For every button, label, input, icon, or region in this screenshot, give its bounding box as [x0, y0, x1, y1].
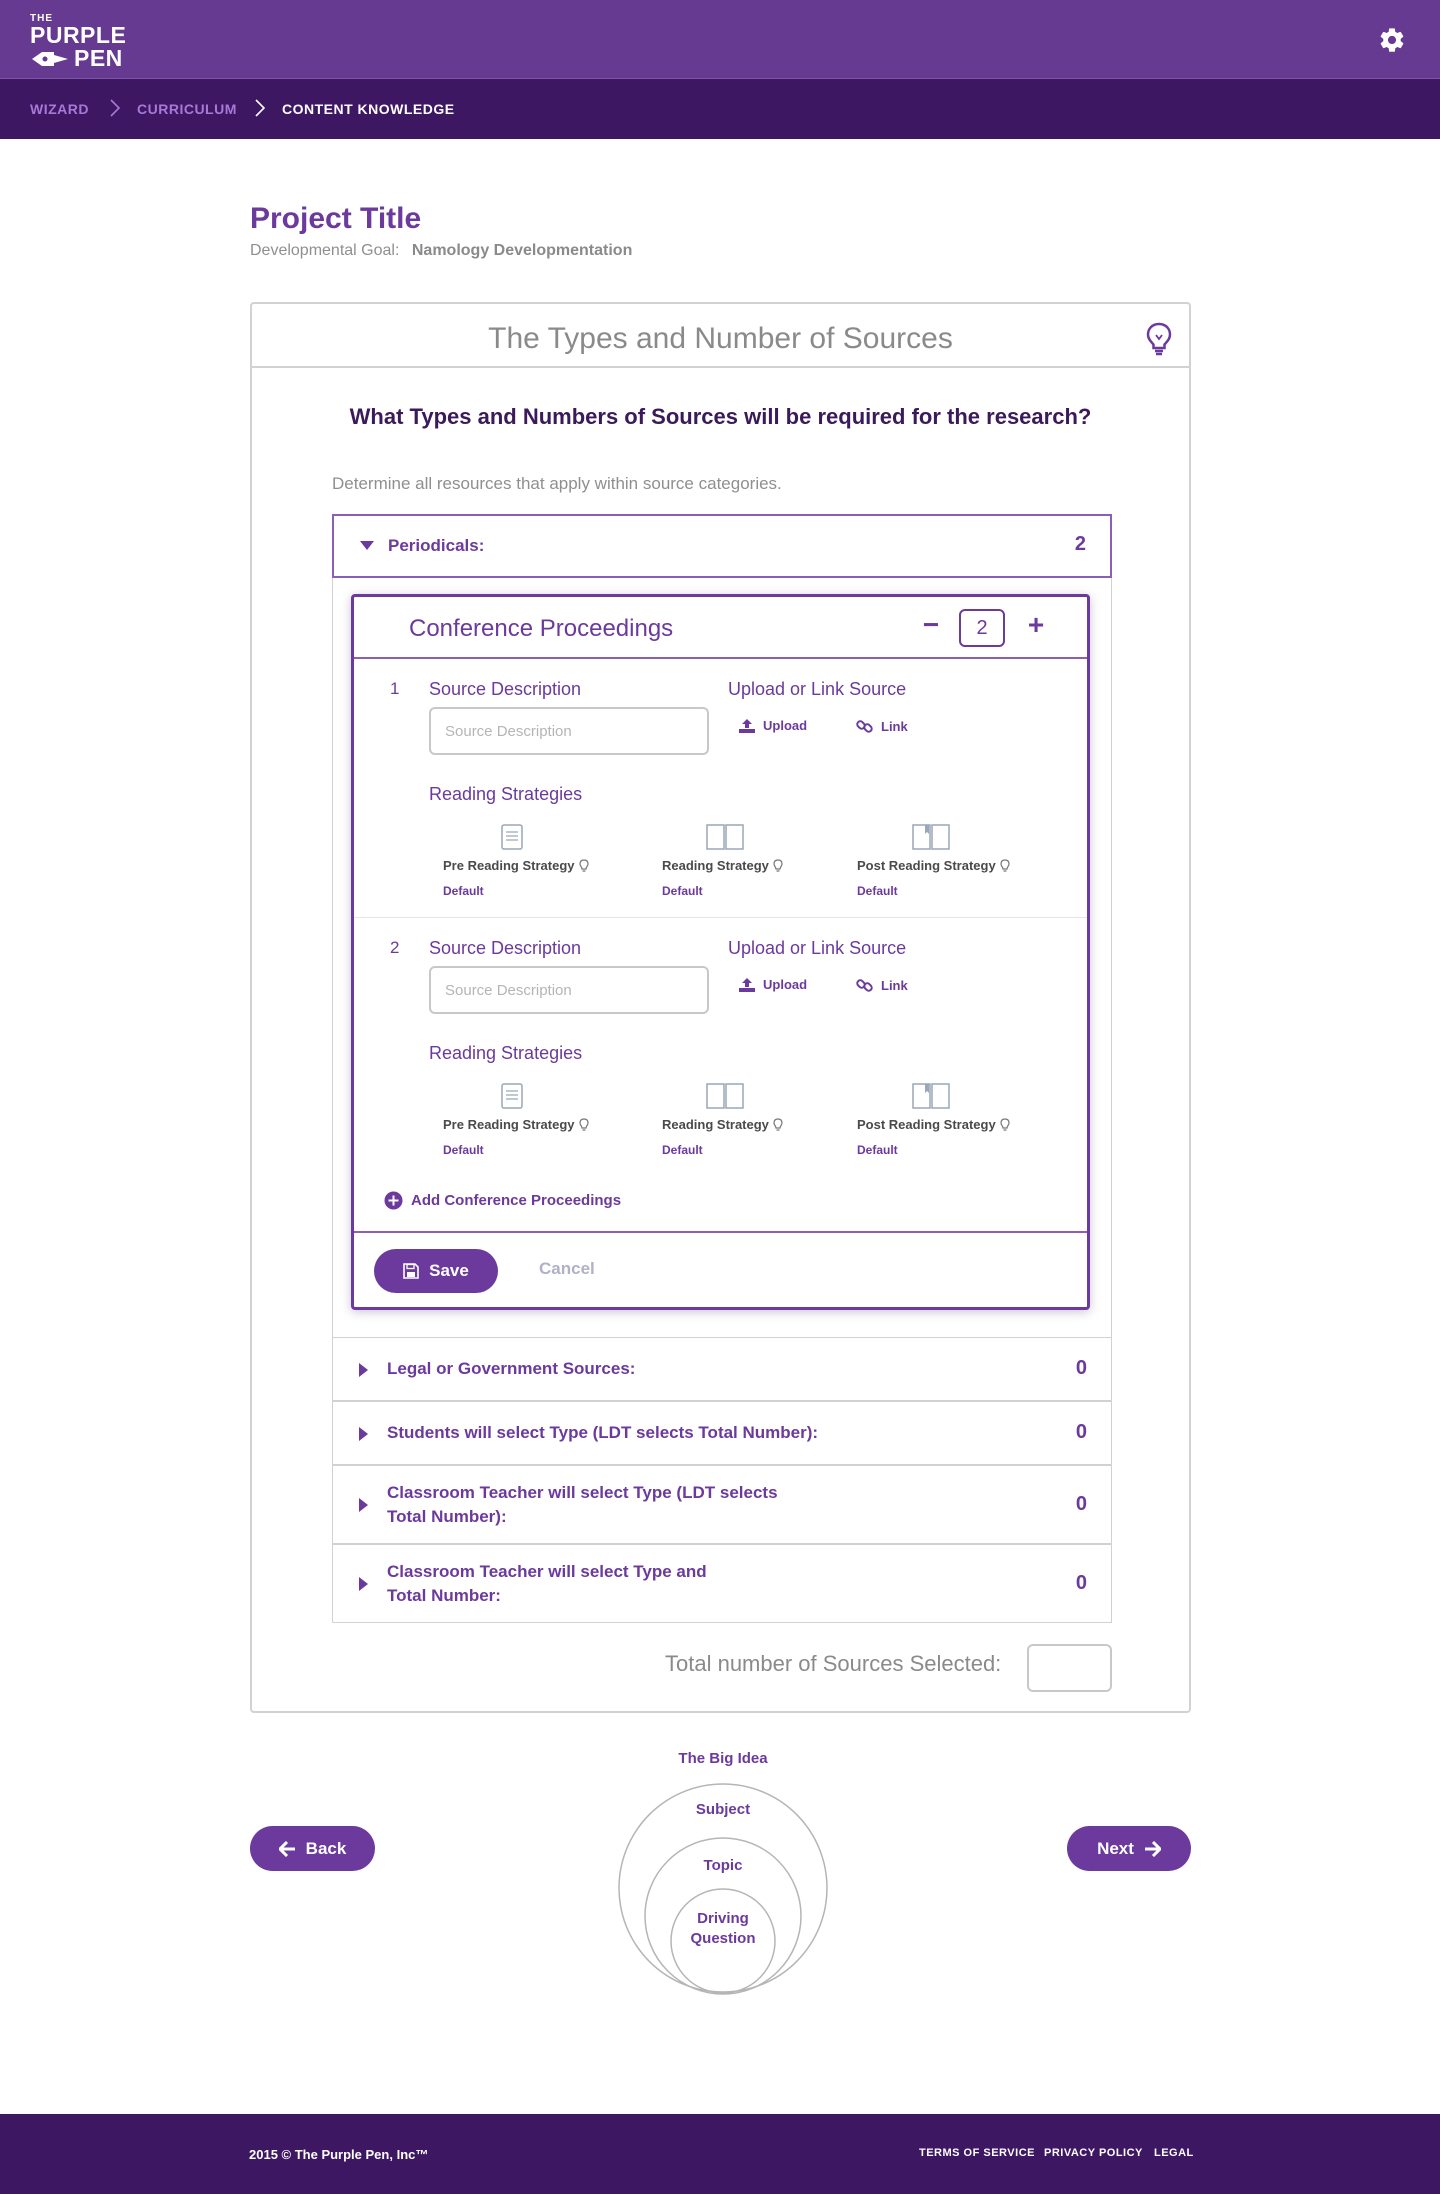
category-label: Classroom Teacher will select Type and Total Number: [387, 1562, 707, 1605]
page-footer [0, 2114, 1440, 2194]
category-count: 0 [1075, 1572, 1087, 1594]
upload-icon [739, 978, 755, 992]
category-count: 0 [1075, 1357, 1087, 1379]
upload-link-label: Upload or Link Source [728, 679, 907, 699]
lightbulb-icon[interactable] [579, 859, 589, 873]
strategy-value[interactable]: Default [443, 1143, 484, 1157]
lightbulb-icon[interactable] [1000, 1118, 1010, 1132]
back-button[interactable]: Back [250, 1826, 375, 1871]
pen-nib-icon [32, 52, 68, 66]
open-book-icon [706, 824, 744, 850]
card-header [252, 304, 1189, 368]
upload-icon [739, 719, 755, 733]
document-icon [501, 1083, 523, 1109]
lightbulb-icon[interactable] [773, 859, 783, 873]
strategy-value[interactable]: Default [662, 1143, 703, 1157]
source-description-label: Source Description [429, 679, 582, 699]
terms-of-service-link[interactable]: TERMS OF SERVICE [919, 2147, 1035, 2159]
chevron-right-icon [110, 99, 120, 117]
source-item: 1 Source Description Source Description Upload or Link Source Upload Link Reading Strategies Pre Reading Strategy Default Reading Strategy Default Post Reading Strategy Default [354, 659, 1087, 914]
panel-header [354, 597, 1087, 659]
purple-pen-logo[interactable] [30, 14, 126, 70]
big-idea-subject: Subject [695, 1801, 751, 1818]
reading-strategies-label: Reading Strategies [429, 784, 583, 804]
category-label: Students will select Type (LDT selects Total Number): [387, 1423, 819, 1442]
card-instruction: Determine all resources that apply within source categories. [332, 474, 782, 493]
top-header [0, 0, 1440, 79]
category-label: Legal or Government Sources: [387, 1359, 636, 1378]
card-question: What Types and Numbers of Sources will be required for the research? [349, 404, 1092, 429]
source-number: 2 [390, 938, 400, 957]
cancel-button[interactable]: Cancel [539, 1259, 595, 1278]
logo-the: THE [30, 13, 53, 24]
source-description-input[interactable] [429, 707, 709, 755]
category-count: 2 [1074, 533, 1086, 555]
source-number: 1 [390, 679, 400, 698]
total-sources-label: Total number of Sources Selected: [665, 1651, 1002, 1676]
page-title: Project Title [250, 202, 422, 235]
panel-footer [354, 1231, 1087, 1307]
lightbulb-icon[interactable] [1146, 322, 1172, 356]
category-label: Classroom Teacher will select Type (LDT selects Total Number): [387, 1483, 778, 1526]
plus-circle-icon [384, 1191, 403, 1210]
source-description-label: Source Description [429, 938, 582, 958]
category-count: 0 [1075, 1493, 1087, 1515]
breadcrumb-wizard[interactable]: WIZARD [30, 101, 89, 117]
big-idea-question: Question [690, 1930, 756, 1947]
breadcrumb-curriculum[interactable]: CURRICULUM [137, 101, 237, 117]
panel-title: Conference Proceedings [409, 615, 674, 642]
logo-pen: PEN [74, 45, 123, 71]
floppy-disk-icon [403, 1263, 419, 1279]
source-item: 2 Source Description Source Description Upload or Link Source Upload Link Reading Strategies Pre Reading Strategy Default Reading Strategy Default Post Reading Strategy Default [354, 917, 1087, 1172]
upload-link-label: Upload or Link Source [728, 938, 907, 958]
reading-strategies-label: Reading Strategies [429, 1043, 583, 1063]
caret-down-icon [360, 541, 374, 550]
card-title: The Types and Number of Sources [488, 322, 953, 355]
category-legal-government[interactable] [332, 1337, 1112, 1401]
category-teacher-select-type-and-number[interactable] [332, 1544, 1112, 1623]
caret-right-icon [359, 1498, 368, 1512]
lightbulb-icon[interactable] [579, 1118, 589, 1132]
add-conference-proceedings-button[interactable]: Add Conference Proceedings [384, 1191, 621, 1210]
strategy-value[interactable]: Default [662, 884, 703, 898]
total-sources-input[interactable] [1027, 1644, 1112, 1692]
conference-proceedings-panel [351, 594, 1090, 1310]
bookmarked-book-icon [912, 824, 950, 850]
copyright-text: 2015 © The Purple Pen, Inc™ [249, 2147, 429, 2162]
goal-label: Developmental Goal: [250, 242, 400, 259]
upload-button[interactable]: Upload [739, 977, 807, 992]
logo-purple: PURPLE [30, 22, 127, 48]
category-label: Periodicals: [388, 536, 485, 555]
category-count: 0 [1075, 1421, 1087, 1443]
category-periodicals[interactable] [332, 514, 1112, 578]
category-students-select-type[interactable] [332, 1401, 1112, 1465]
caret-right-icon [359, 1363, 368, 1377]
breadcrumb [0, 79, 1440, 139]
lightbulb-icon[interactable] [1000, 859, 1010, 873]
breadcrumb-content-knowledge: CONTENT KNOWLEDGE [282, 101, 455, 117]
bookmarked-book-icon [912, 1083, 950, 1109]
link-button[interactable]: Link [856, 718, 908, 735]
caret-right-icon [359, 1427, 368, 1441]
legal-link[interactable]: LEGAL [1154, 2147, 1194, 2159]
upload-button[interactable]: Upload [739, 718, 807, 733]
arrow-left-icon [279, 1841, 296, 1857]
save-button[interactable]: Save [374, 1249, 498, 1293]
big-idea-driving: Driving [697, 1910, 749, 1927]
link-icon [856, 977, 873, 994]
big-idea-diagram [610, 1748, 836, 1998]
source-description-input[interactable] [429, 966, 709, 1014]
category-teacher-select-type[interactable] [332, 1465, 1112, 1544]
lightbulb-icon[interactable] [773, 1118, 783, 1132]
gear-icon[interactable] [1378, 26, 1406, 54]
next-button[interactable]: Next [1067, 1826, 1191, 1871]
link-icon [856, 718, 873, 735]
chevron-right-icon [255, 99, 265, 117]
goal-value: Namology Developmentation [411, 242, 633, 259]
decrement-button[interactable]: − [922, 609, 940, 640]
arrow-right-icon [1144, 1841, 1161, 1857]
quantity-stepper[interactable]: 2 [959, 609, 1005, 647]
caret-right-icon [359, 1577, 368, 1591]
document-icon [501, 824, 523, 850]
developmental-goal [250, 242, 632, 260]
link-button[interactable]: Link [856, 977, 908, 994]
increment-button[interactable]: + [1027, 609, 1045, 640]
big-idea-title: The Big Idea [678, 1750, 768, 1767]
strategy-value[interactable]: Default [857, 884, 898, 898]
big-idea-topic: Topic [703, 1857, 743, 1874]
strategy-value[interactable]: Default [443, 884, 484, 898]
open-book-icon [706, 1083, 744, 1109]
strategy-value[interactable]: Default [857, 1143, 898, 1157]
privacy-policy-link[interactable]: PRIVACY POLICY [1044, 2147, 1143, 2159]
